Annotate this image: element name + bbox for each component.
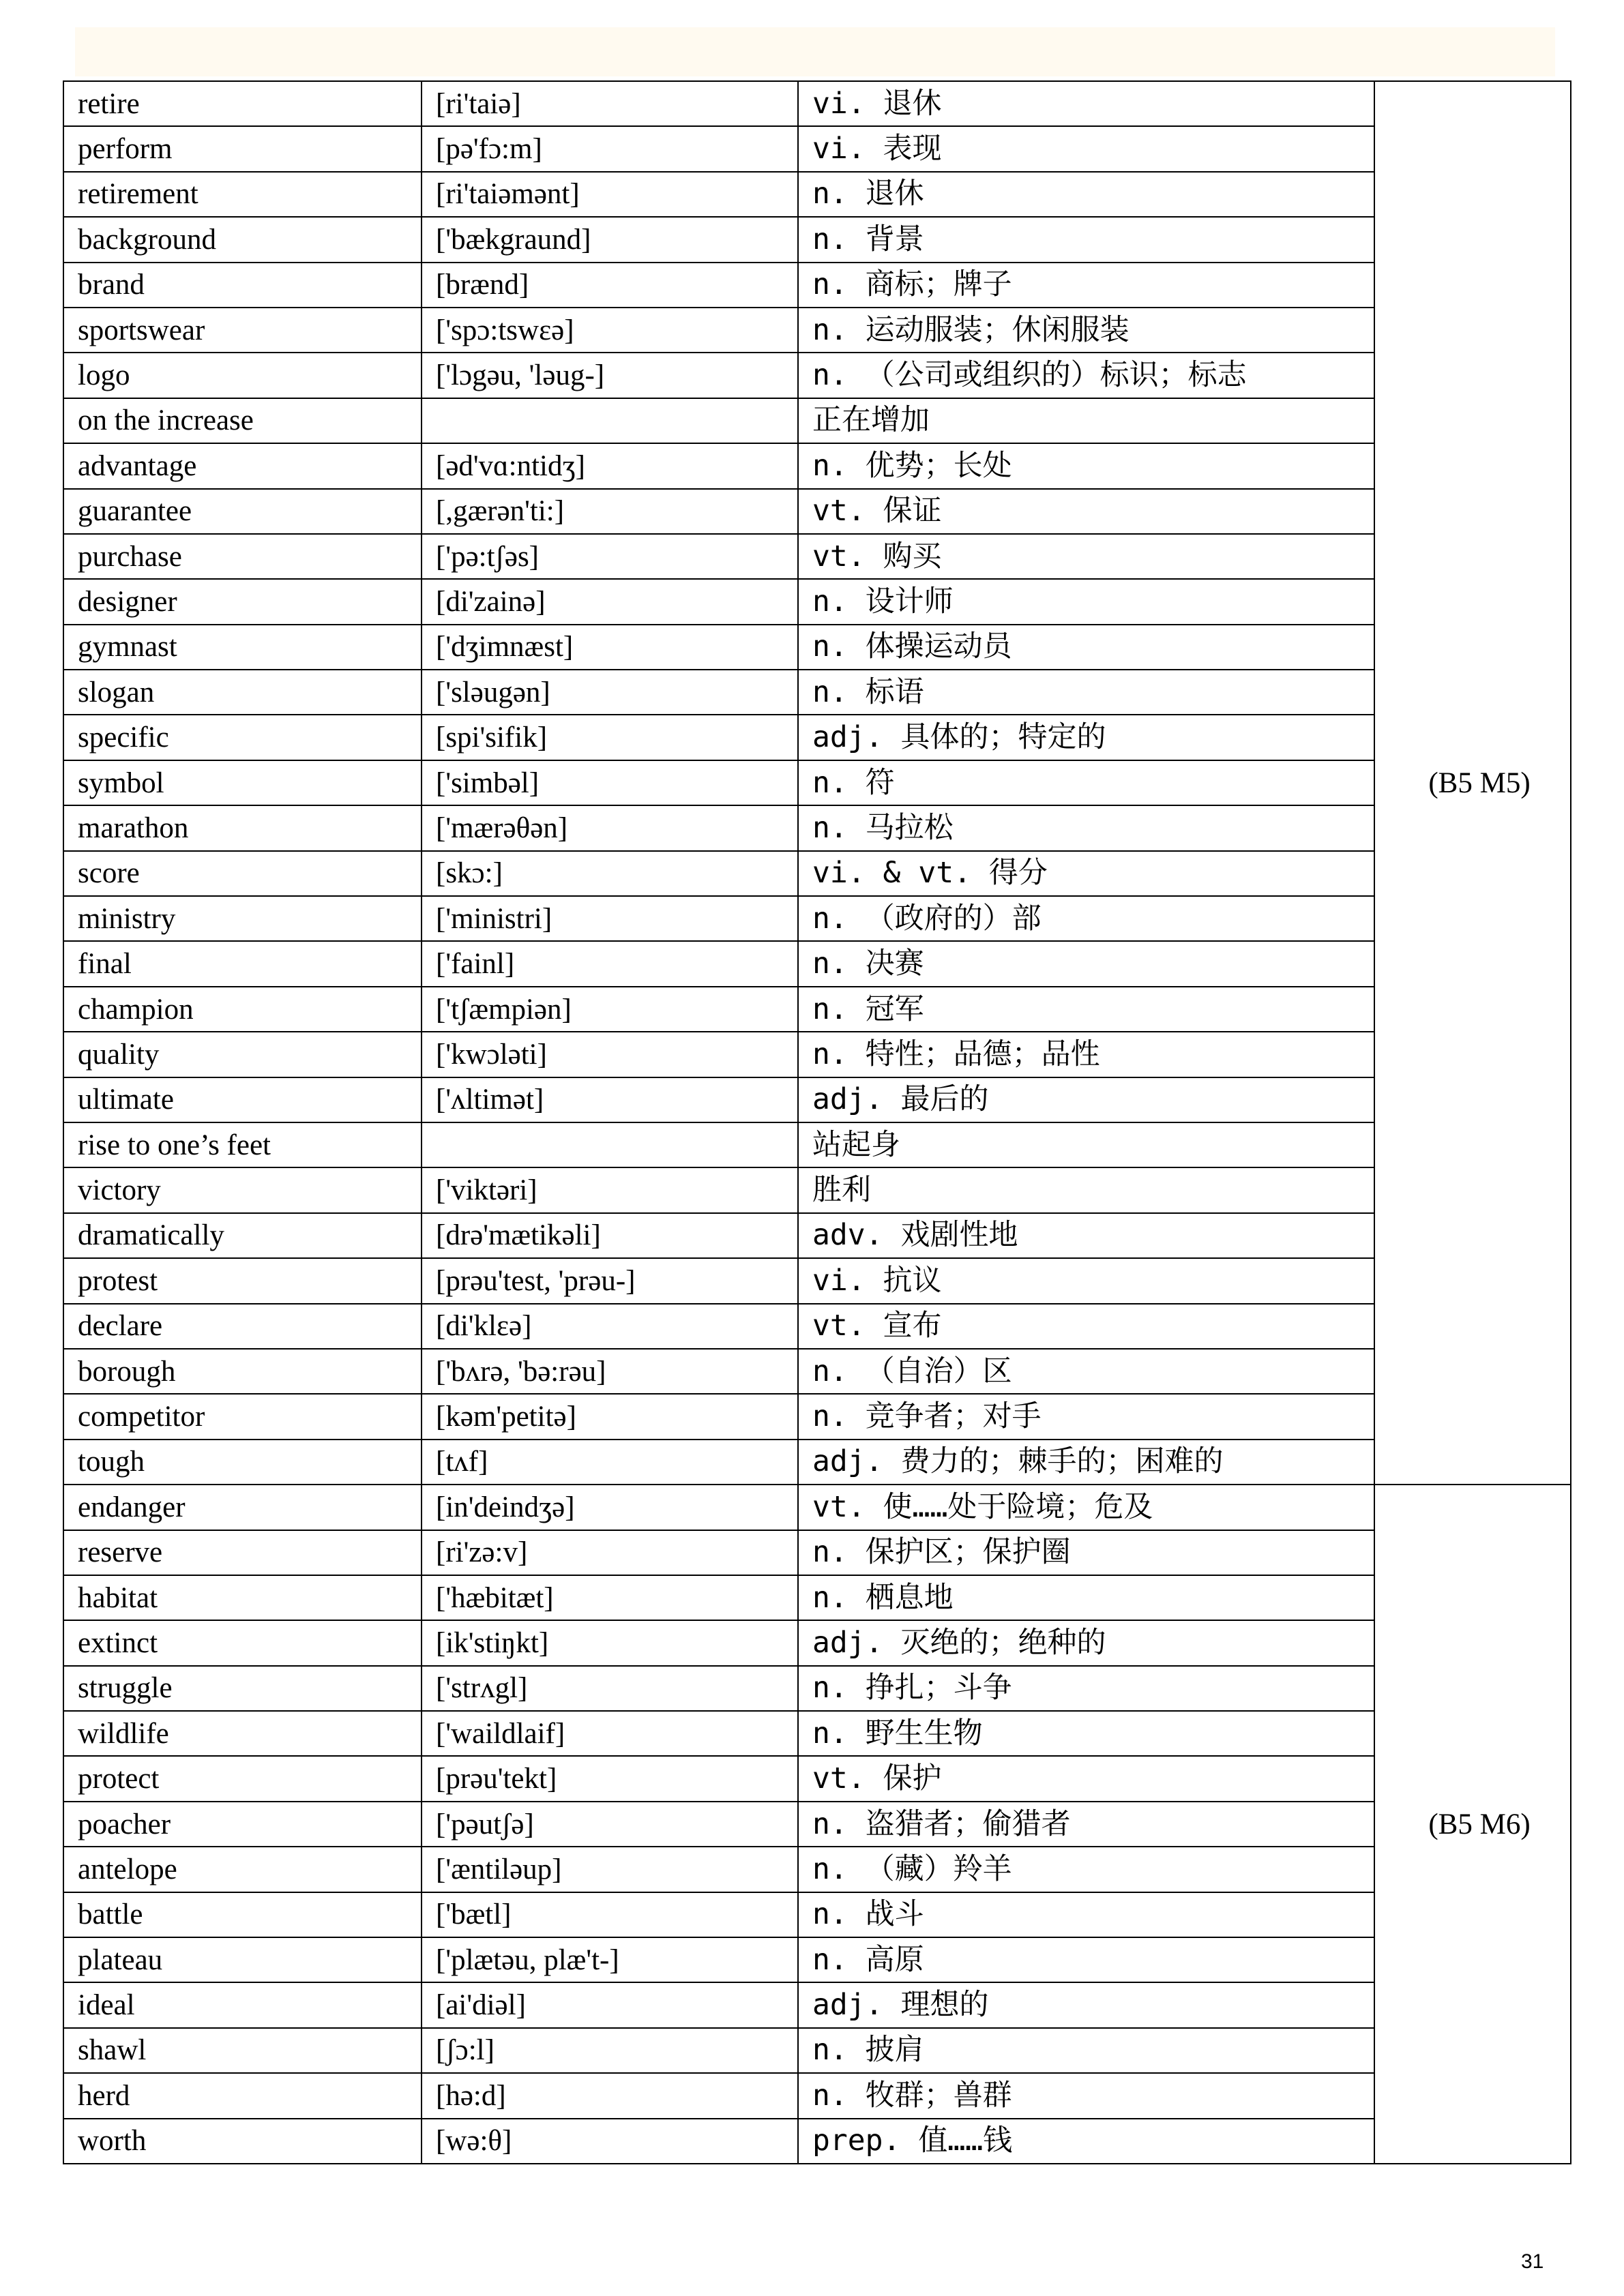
phonetic-cell: [spi'sifik]: [422, 715, 798, 760]
word-cell: quality: [63, 1032, 422, 1077]
vocab-row: [63, 1937, 1571, 1982]
vocab-row: [63, 1892, 1571, 1937]
phonetic-cell: [ri'taiə]: [422, 81, 798, 126]
word-cell: dramatically: [63, 1213, 422, 1258]
meaning-cell: n. 高原: [798, 1937, 1374, 1982]
phonetic-cell: [di'zainə]: [422, 579, 798, 624]
meaning-cell: vt. 购买: [798, 534, 1374, 579]
vocab-row: [63, 1802, 1571, 1847]
meaning-cell: n. （自治）区: [798, 1349, 1374, 1394]
vocab-row: [63, 941, 1571, 986]
meaning-cell: n. 披肩: [798, 2028, 1374, 2073]
phonetic-cell: [pə'fɔ:m]: [422, 126, 798, 171]
word-cell: brand: [63, 263, 422, 308]
word-cell: battle: [63, 1892, 422, 1937]
meaning-cell: n. 冠军: [798, 987, 1374, 1032]
meaning-cell: adj. 理想的: [798, 1982, 1374, 2027]
word-cell: ideal: [63, 1982, 422, 2027]
phonetic-cell: ['waildlaif]: [422, 1711, 798, 1756]
vocab-row: [63, 1122, 1571, 1167]
phonetic-cell: [ai'diəl]: [422, 1982, 798, 2027]
word-cell: declare: [63, 1304, 422, 1349]
vocab-row: [63, 1620, 1571, 1665]
word-cell: champion: [63, 987, 422, 1032]
meaning-cell: vi. 退休: [798, 81, 1374, 126]
word-cell: rise to one’s feet: [63, 1122, 422, 1167]
meaning-cell: n. 决赛: [798, 941, 1374, 986]
phonetic-cell: [wə:θ]: [422, 2119, 798, 2164]
phonetic-cell: [hə:d]: [422, 2073, 798, 2118]
word-cell: wildlife: [63, 1711, 422, 1756]
word-cell: retirement: [63, 172, 422, 217]
word-cell: victory: [63, 1167, 422, 1212]
vocab-row: [63, 1304, 1571, 1349]
word-cell: background: [63, 217, 422, 262]
vocab-row: [63, 715, 1571, 760]
vocab-row: [63, 987, 1571, 1032]
vocab-row: [63, 263, 1571, 308]
meaning-cell: adv. 戏剧性地: [798, 1213, 1374, 1258]
vocab-row: [63, 1440, 1571, 1485]
meaning-cell: n. 保护区；保护圈: [798, 1530, 1374, 1575]
word-cell: shawl: [63, 2028, 422, 2073]
meaning-cell: vi. 表现: [798, 126, 1374, 171]
vocab-row: [63, 534, 1571, 579]
meaning-cell: n. 马拉松: [798, 805, 1374, 850]
word-cell: borough: [63, 1349, 422, 1394]
meaning-cell: vt. 保护: [798, 1756, 1374, 1801]
word-cell: marathon: [63, 805, 422, 850]
vocab-row: [63, 1847, 1571, 1892]
word-cell: advantage: [63, 443, 422, 488]
meaning-cell: adj. 最后的: [798, 1077, 1374, 1122]
vocab-row: [63, 896, 1571, 941]
word-cell: score: [63, 851, 422, 896]
phonetic-cell: [,gærən'ti:]: [422, 489, 798, 534]
phonetic-cell: ['pəutʃə]: [422, 1802, 798, 1847]
meaning-cell: n. 栖息地: [798, 1575, 1374, 1620]
phonetic-cell: [422, 398, 798, 443]
phonetic-cell: ['ʌltimət]: [422, 1077, 798, 1122]
phonetic-cell: [brænd]: [422, 263, 798, 308]
meaning-cell: n. 运动服装；休闲服装: [798, 308, 1374, 353]
meaning-cell: vi. & vt. 得分: [798, 851, 1374, 896]
vocab-row: [63, 625, 1571, 670]
vocab-row: [63, 1394, 1571, 1439]
meaning-cell: adj. 具体的；特定的: [798, 715, 1374, 760]
meaning-cell: n. 体操运动员: [798, 625, 1374, 670]
meaning-cell: vi. 抗议: [798, 1258, 1374, 1303]
vocab-row: [63, 1711, 1571, 1756]
phonetic-cell: ['bʌrə, 'bə:rəu]: [422, 1349, 798, 1394]
word-cell: gymnast: [63, 625, 422, 670]
vocab-row: [63, 1666, 1571, 1711]
phonetic-cell: [prəu'tekt]: [422, 1756, 798, 1801]
vocab-row: [63, 805, 1571, 850]
phonetic-cell: ['pə:tʃəs]: [422, 534, 798, 579]
meaning-cell: n. 标语: [798, 670, 1374, 715]
meaning-cell: prep. 值……钱: [798, 2119, 1374, 2164]
vocab-row: [63, 1258, 1571, 1303]
meaning-cell: adj. 费力的；棘手的；困难的: [798, 1440, 1374, 1485]
meaning-cell: n. （政府的）部: [798, 896, 1374, 941]
module-cell: (B5 M6): [1374, 1485, 1571, 2164]
meaning-cell: adj. 灭绝的；绝种的: [798, 1620, 1374, 1665]
word-cell: worth: [63, 2119, 422, 2164]
word-cell: antelope: [63, 1847, 422, 1892]
phonetic-cell: [ri'taiəmənt]: [422, 172, 798, 217]
vocab-row: [63, 1756, 1571, 1801]
meaning-cell: vt. 宣布: [798, 1304, 1374, 1349]
vocabulary-table: [63, 80, 1571, 2164]
vocab-row: [63, 1575, 1571, 1620]
vocab-row: [63, 2073, 1571, 2118]
vocab-row: [63, 353, 1571, 398]
phonetic-cell: ['æntiləup]: [422, 1847, 798, 1892]
meaning-cell: n. 盗猎者；偷猎者: [798, 1802, 1374, 1847]
word-cell: extinct: [63, 1620, 422, 1665]
vocab-row: [63, 1982, 1571, 2027]
word-cell: designer: [63, 579, 422, 624]
word-cell: herd: [63, 2073, 422, 2118]
vocab-row: [63, 398, 1571, 443]
meaning-cell: n. 符: [798, 760, 1374, 805]
meaning-cell: n. 商标；牌子: [798, 263, 1374, 308]
word-cell: plateau: [63, 1937, 422, 1982]
phonetic-cell: [ik'stiŋkt]: [422, 1620, 798, 1665]
phonetic-cell: [in'deindʒə]: [422, 1485, 798, 1530]
meaning-cell: n. 特性；品德；品性: [798, 1032, 1374, 1077]
word-cell: final: [63, 941, 422, 986]
word-cell: symbol: [63, 760, 422, 805]
meaning-cell: n. 设计师: [798, 579, 1374, 624]
meaning-cell: n. 战斗: [798, 1892, 1374, 1937]
vocab-row: [63, 851, 1571, 896]
vocab-row: [63, 760, 1571, 805]
phonetic-cell: ['tʃæmpiən]: [422, 987, 798, 1032]
word-cell: specific: [63, 715, 422, 760]
phonetic-cell: [ʃɔ:l]: [422, 2028, 798, 2073]
meaning-cell: n. 牧群；兽群: [798, 2073, 1374, 2118]
word-cell: tough: [63, 1440, 422, 1485]
phonetic-cell: ['hæbitæt]: [422, 1575, 798, 1620]
vocab-row: [63, 579, 1571, 624]
vocab-row: [63, 126, 1571, 171]
vocab-row: [63, 489, 1571, 534]
phonetic-cell: [kəm'petitə]: [422, 1394, 798, 1439]
vocab-row: [63, 2028, 1571, 2073]
phonetic-cell: ['plætəu, plæ't-]: [422, 1937, 798, 1982]
phonetic-cell: [drə'mætikəli]: [422, 1213, 798, 1258]
vocab-row: [63, 81, 1571, 126]
phonetic-cell: ['simbəl]: [422, 760, 798, 805]
phonetic-cell: ['bætl]: [422, 1892, 798, 1937]
page-number: 31: [1521, 2250, 1544, 2273]
phonetic-cell: [əd'vɑ:ntidʒ]: [422, 443, 798, 488]
phonetic-cell: ['bækgraund]: [422, 217, 798, 262]
vocab-row: [63, 2119, 1571, 2164]
module-cell: (B5 M5): [1374, 81, 1571, 1485]
vocabulary-table-body: [63, 81, 1571, 2164]
vocab-row: [63, 443, 1571, 488]
vocab-row: [63, 1213, 1571, 1258]
meaning-cell: n. （藏）羚羊: [798, 1847, 1374, 1892]
word-cell: protect: [63, 1756, 422, 1801]
phonetic-cell: ['ministri]: [422, 896, 798, 941]
phonetic-cell: ['lɔgəu, 'ləug-]: [422, 353, 798, 398]
phonetic-cell: [tʌf]: [422, 1440, 798, 1485]
phonetic-cell: [ri'zə:v]: [422, 1530, 798, 1575]
vocab-row: [63, 308, 1571, 353]
word-cell: competitor: [63, 1394, 422, 1439]
phonetic-cell: ['spɔ:tswεə]: [422, 308, 798, 353]
vocab-row: [63, 670, 1571, 715]
phonetic-cell: ['mærəθən]: [422, 805, 798, 850]
meaning-cell: n. 竞争者；对手: [798, 1394, 1374, 1439]
phonetic-cell: ['strʌgl]: [422, 1666, 798, 1711]
vocab-row: [63, 1349, 1571, 1394]
word-cell: guarantee: [63, 489, 422, 534]
phonetic-cell: [di'klεə]: [422, 1304, 798, 1349]
word-cell: sportswear: [63, 308, 422, 353]
header-band: [75, 27, 1555, 76]
phonetic-cell: [prəu'test, 'prəu-]: [422, 1258, 798, 1303]
word-cell: slogan: [63, 670, 422, 715]
phonetic-cell: ['dʒimnæst]: [422, 625, 798, 670]
word-cell: reserve: [63, 1530, 422, 1575]
word-cell: poacher: [63, 1802, 422, 1847]
word-cell: struggle: [63, 1666, 422, 1711]
meaning-cell: n. 野生生物: [798, 1711, 1374, 1756]
word-cell: protest: [63, 1258, 422, 1303]
phonetic-cell: [422, 1122, 798, 1167]
word-cell: endanger: [63, 1485, 422, 1530]
phonetic-cell: ['viktəri]: [422, 1167, 798, 1212]
phonetic-cell: ['kwɔləti]: [422, 1032, 798, 1077]
meaning-cell: vt. 使……处于险境；危及: [798, 1485, 1374, 1530]
word-cell: purchase: [63, 534, 422, 579]
word-cell: perform: [63, 126, 422, 171]
meaning-cell: n. 背景: [798, 217, 1374, 262]
phonetic-cell: ['fainl]: [422, 941, 798, 986]
vocab-row: [63, 172, 1571, 217]
word-cell: habitat: [63, 1575, 422, 1620]
word-cell: ministry: [63, 896, 422, 941]
vocab-row: [63, 1485, 1571, 1530]
vocab-row: [63, 1167, 1571, 1212]
word-cell: logo: [63, 353, 422, 398]
vocab-row: [63, 1032, 1571, 1077]
meaning-cell: 站起身: [798, 1122, 1374, 1167]
meaning-cell: n. 优势；长处: [798, 443, 1374, 488]
word-cell: ultimate: [63, 1077, 422, 1122]
meaning-cell: 胜利: [798, 1167, 1374, 1212]
meaning-cell: vt. 保证: [798, 489, 1374, 534]
meaning-cell: n. 退休: [798, 172, 1374, 217]
meaning-cell: n. （公司或组织的）标识；标志: [798, 353, 1374, 398]
meaning-cell: n. 挣扎；斗争: [798, 1666, 1374, 1711]
meaning-cell: 正在增加: [798, 398, 1374, 443]
vocab-row: [63, 1077, 1571, 1122]
phonetic-cell: ['sləugən]: [422, 670, 798, 715]
phonetic-cell: [skɔ:]: [422, 851, 798, 896]
vocab-row: [63, 217, 1571, 262]
word-cell: on the increase: [63, 398, 422, 443]
word-cell: retire: [63, 81, 422, 126]
vocab-row: [63, 1530, 1571, 1575]
